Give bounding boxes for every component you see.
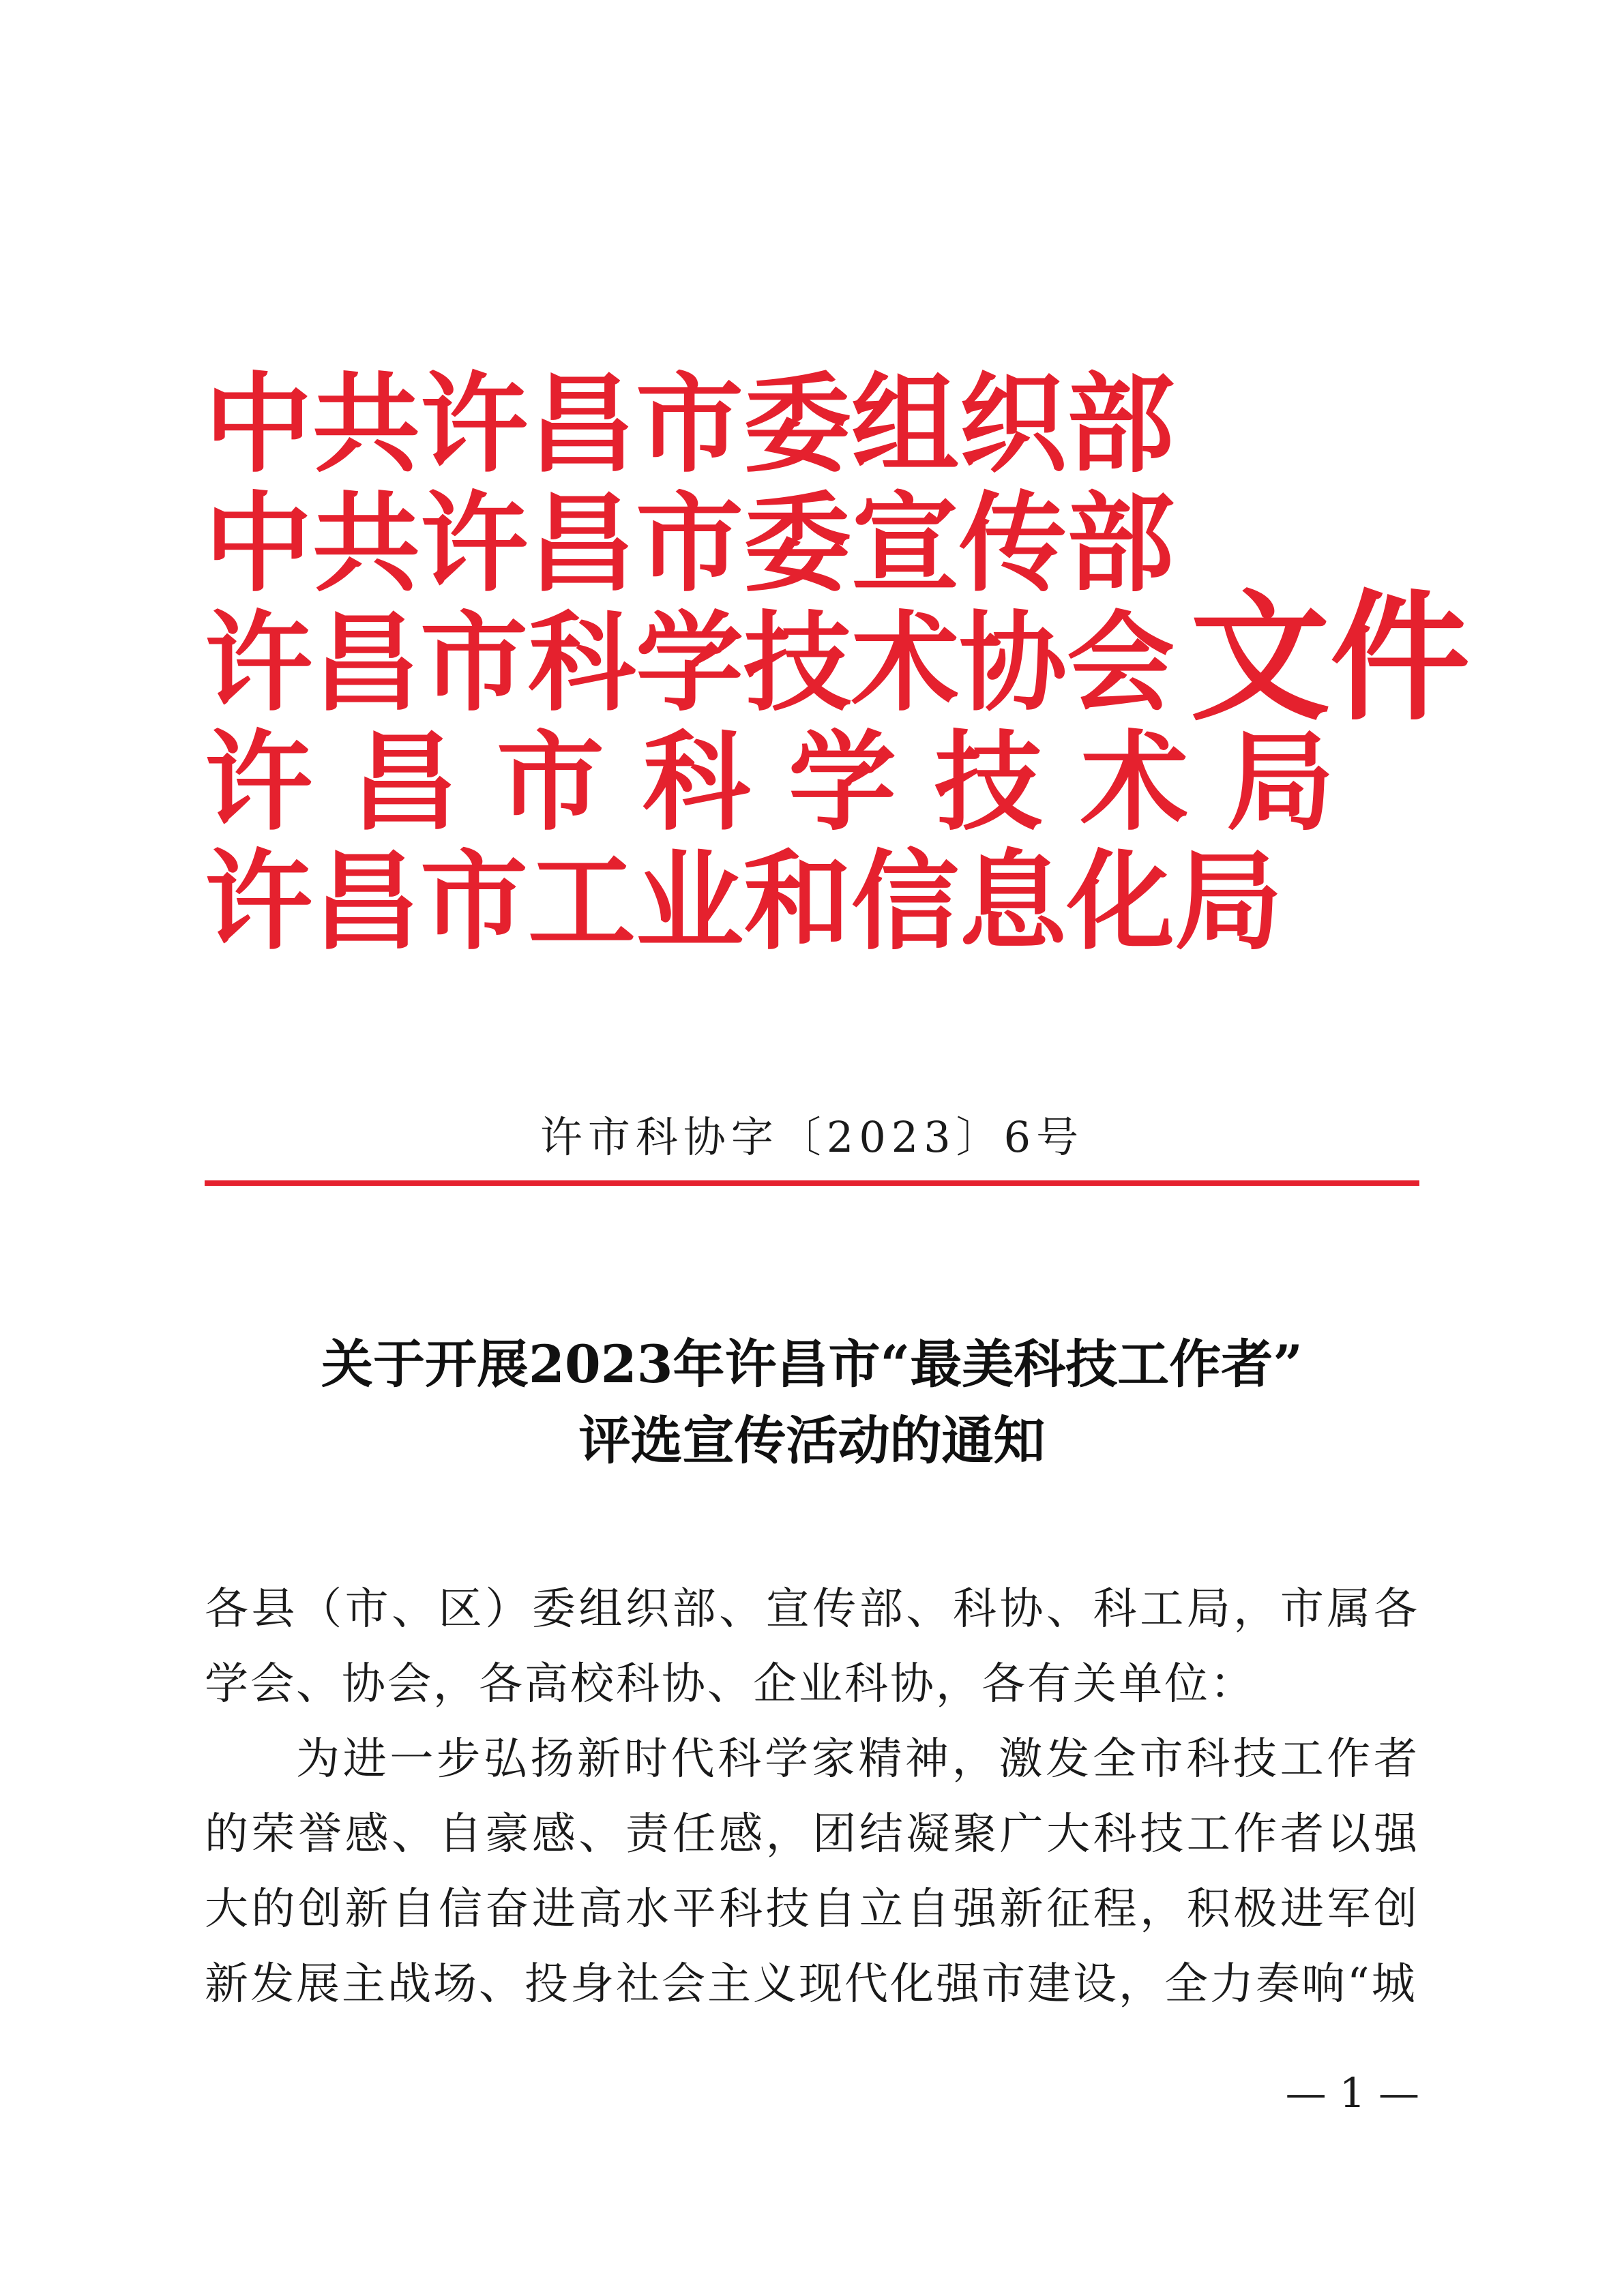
- issuer-line: 中共许昌市委宣传部: [205, 481, 1175, 607]
- salutation: 各县（市、区）委组织部、宣传部、科协、科工局，市属各学会、协会，各高校科协、企业科协，各有关单位：: [205, 1584, 1419, 1710]
- document-number: 许市科协字〔2023〕6号: [540, 1112, 1084, 1162]
- page-number: — 1 —: [1285, 2070, 1419, 2117]
- document-type-label: 文件: [1190, 576, 1470, 740]
- issuer-line: 许昌市科学技术局: [205, 719, 1372, 846]
- issuer-line: 中共许昌市委组织部: [205, 361, 1175, 488]
- title-line: 评选宣传活动的通知: [578, 1410, 1046, 1471]
- body-paragraph: 为进一步弘扬新时代科学家精神，激发全市科技工作者的荣誉感、自豪感、责任感，团结凝聚广大科技工作者以强大的创新自信奋进高水平科技自立自强新征程，积极进军创新发展主战场、投身社会主义现代化强市建设，全力奏响“城: [205, 1734, 1419, 2010]
- issuer-line: 许昌市科学技术协会: [205, 600, 1175, 726]
- red-divider-line: [205, 1180, 1419, 1186]
- title-line: 关于开展2023年许昌市“最美科技工作者”: [321, 1334, 1303, 1395]
- document-title: [205, 1326, 1419, 1479]
- issuer-line: 许昌市工业和信息化局: [205, 839, 1282, 965]
- document-body: [205, 1572, 1419, 2022]
